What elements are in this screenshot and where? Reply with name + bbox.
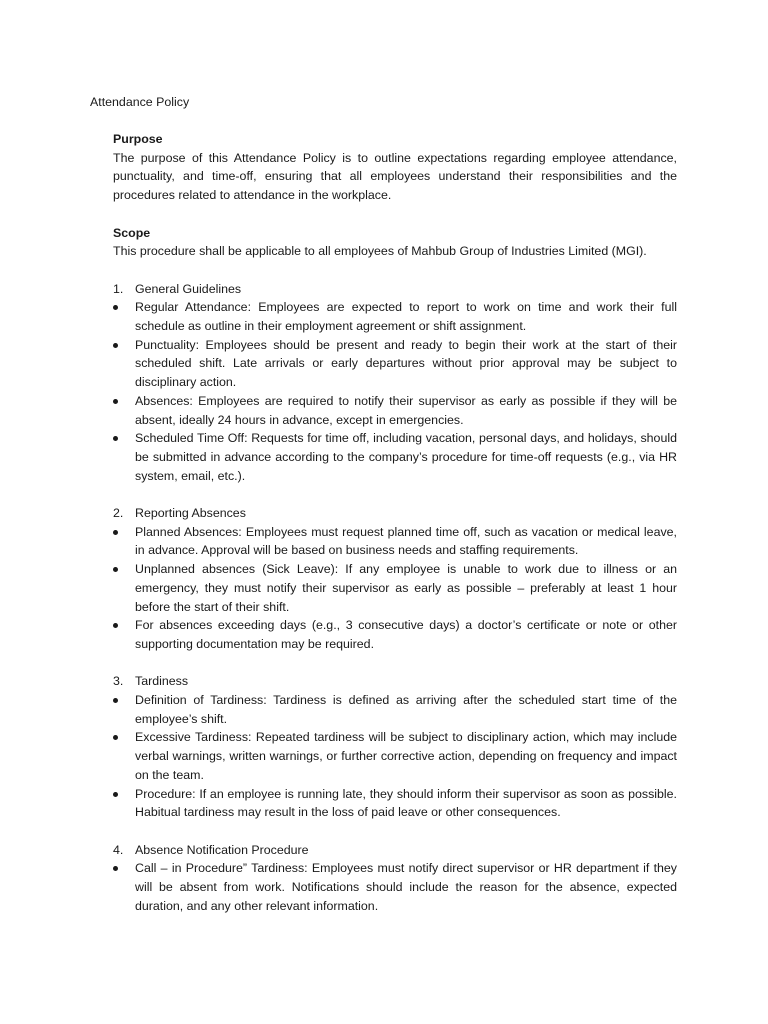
purpose-text: The purpose of this Attendance Policy is to outline expectations regarding employee attendance, punctuality, and time-off, ensuring that all employees understand their responsibilities and the procedures related to attendance in the workplace. [113, 150, 677, 203]
purpose-heading: Purpose [113, 132, 163, 146]
bullet-icon [113, 305, 118, 310]
list-item [113, 691, 677, 728]
bullet-list [113, 859, 677, 915]
bullet-icon [113, 735, 118, 740]
section-number: 4. [113, 842, 124, 857]
list-item-text: Punctuality: Employees should be present and ready to begin their work at the start of their scheduled shift. Late arrivals or early departures without prior approval may be subject to disciplinary action. [135, 337, 677, 390]
section-number: 1. [113, 281, 124, 296]
list-item-text: Absences: Employees are required to notify their supervisor as early as possible if they will be absent, ideally 24 hours in advance, except in emergencies. [135, 393, 677, 427]
list-item [113, 785, 677, 822]
list-item-text: Excessive Tardiness: Repeated tardiness will be subject to disciplinary action, which may include verbal warnings, written warnings, or further corrective action, depending on frequency and impact on the team. [135, 730, 677, 782]
spacer [113, 205, 677, 224]
section-title: Absence Notification Procedure [135, 842, 309, 857]
section-heading [113, 672, 677, 691]
spacer [113, 485, 677, 504]
list-item-text: Scheduled Time Off: Requests for time off, including vacation, personal days, and holidays, should be submitted in advance according to the company’s procedure for time-off requests (e.g., via HR system, email, etc.). [135, 431, 677, 483]
section-general-guidelines [113, 280, 677, 486]
section-title: General Guidelines [135, 281, 242, 296]
spacer [113, 261, 677, 280]
section-heading [113, 504, 677, 523]
section-reporting-absences [113, 504, 677, 654]
list-item-text: Definition of Tardiness: Tardiness is defined as arriving after the scheduled start time of the employee’s shift. [135, 693, 677, 726]
list-item-text: Call – in Procedure” Tardiness: Employees must notify direct supervisor or HR department if they will be absent from work. Notifications should include the reason for the absence, expected duration, and any other relevant information. [135, 861, 677, 913]
list-item [113, 298, 677, 335]
section-absence-notification [113, 841, 677, 916]
bullet-list [113, 523, 677, 654]
list-item [113, 429, 677, 485]
spacer [113, 654, 677, 673]
list-item-text: Regular Attendance: Employees are expected to report to work on time and work their full schedule as outline in their employment agreement or shift assignment. [135, 300, 677, 333]
bullet-list [113, 298, 677, 485]
section-number: 2. [113, 506, 124, 521]
bullet-icon [113, 343, 118, 348]
section-title: Reporting Absences [135, 506, 246, 521]
scope-text: This procedure shall be applicable to all employees of Mahbub Group of Industries Limited (MGI). [113, 244, 647, 259]
list-item [113, 616, 677, 653]
bullet-icon [113, 436, 118, 441]
list-item-text: Planned Absences: Employees must request planned time off, such as vacation or medical leave, in advance. Approval will be based on business needs and staffing requirements. [135, 524, 677, 558]
section-tardiness [113, 672, 677, 822]
section-title: Tardiness [135, 674, 189, 689]
scope-heading: Scope [113, 225, 151, 240]
list-item [113, 728, 677, 784]
bullet-list [113, 691, 677, 822]
bullet-icon [113, 623, 118, 628]
list-item-text: For absences exceeding days (e.g., 3 consecutive days) a doctor’s certificate or note or other supporting documentation may be required. [135, 618, 677, 651]
document-title: Attendance Policy [90, 95, 190, 109]
bullet-icon [113, 698, 118, 703]
bullet-icon [113, 567, 118, 572]
list-item [113, 523, 677, 560]
section-heading [113, 280, 677, 299]
document-body [113, 130, 677, 915]
list-item-text: Procedure: If an employee is running late, they should inform their supervisor as soon as possible. Habitual tardiness may result in the loss of paid leave or other consequences. [135, 786, 677, 820]
bullet-icon [113, 866, 118, 871]
list-item-text: Unplanned absences (Sick Leave): If any employee is unable to work due to illness or an emergency, they must notify their supervisor as early as possible – preferably at least 1 hour before the start of their shift. [135, 562, 677, 614]
bullet-icon [113, 530, 118, 535]
section-heading [113, 841, 677, 860]
section-number: 3. [113, 674, 124, 689]
spacer [113, 822, 677, 841]
bullet-icon [113, 399, 118, 404]
list-item [113, 859, 677, 915]
bullet-icon [113, 792, 118, 797]
list-item [113, 392, 677, 429]
list-item [113, 336, 677, 392]
list-item [113, 560, 677, 616]
